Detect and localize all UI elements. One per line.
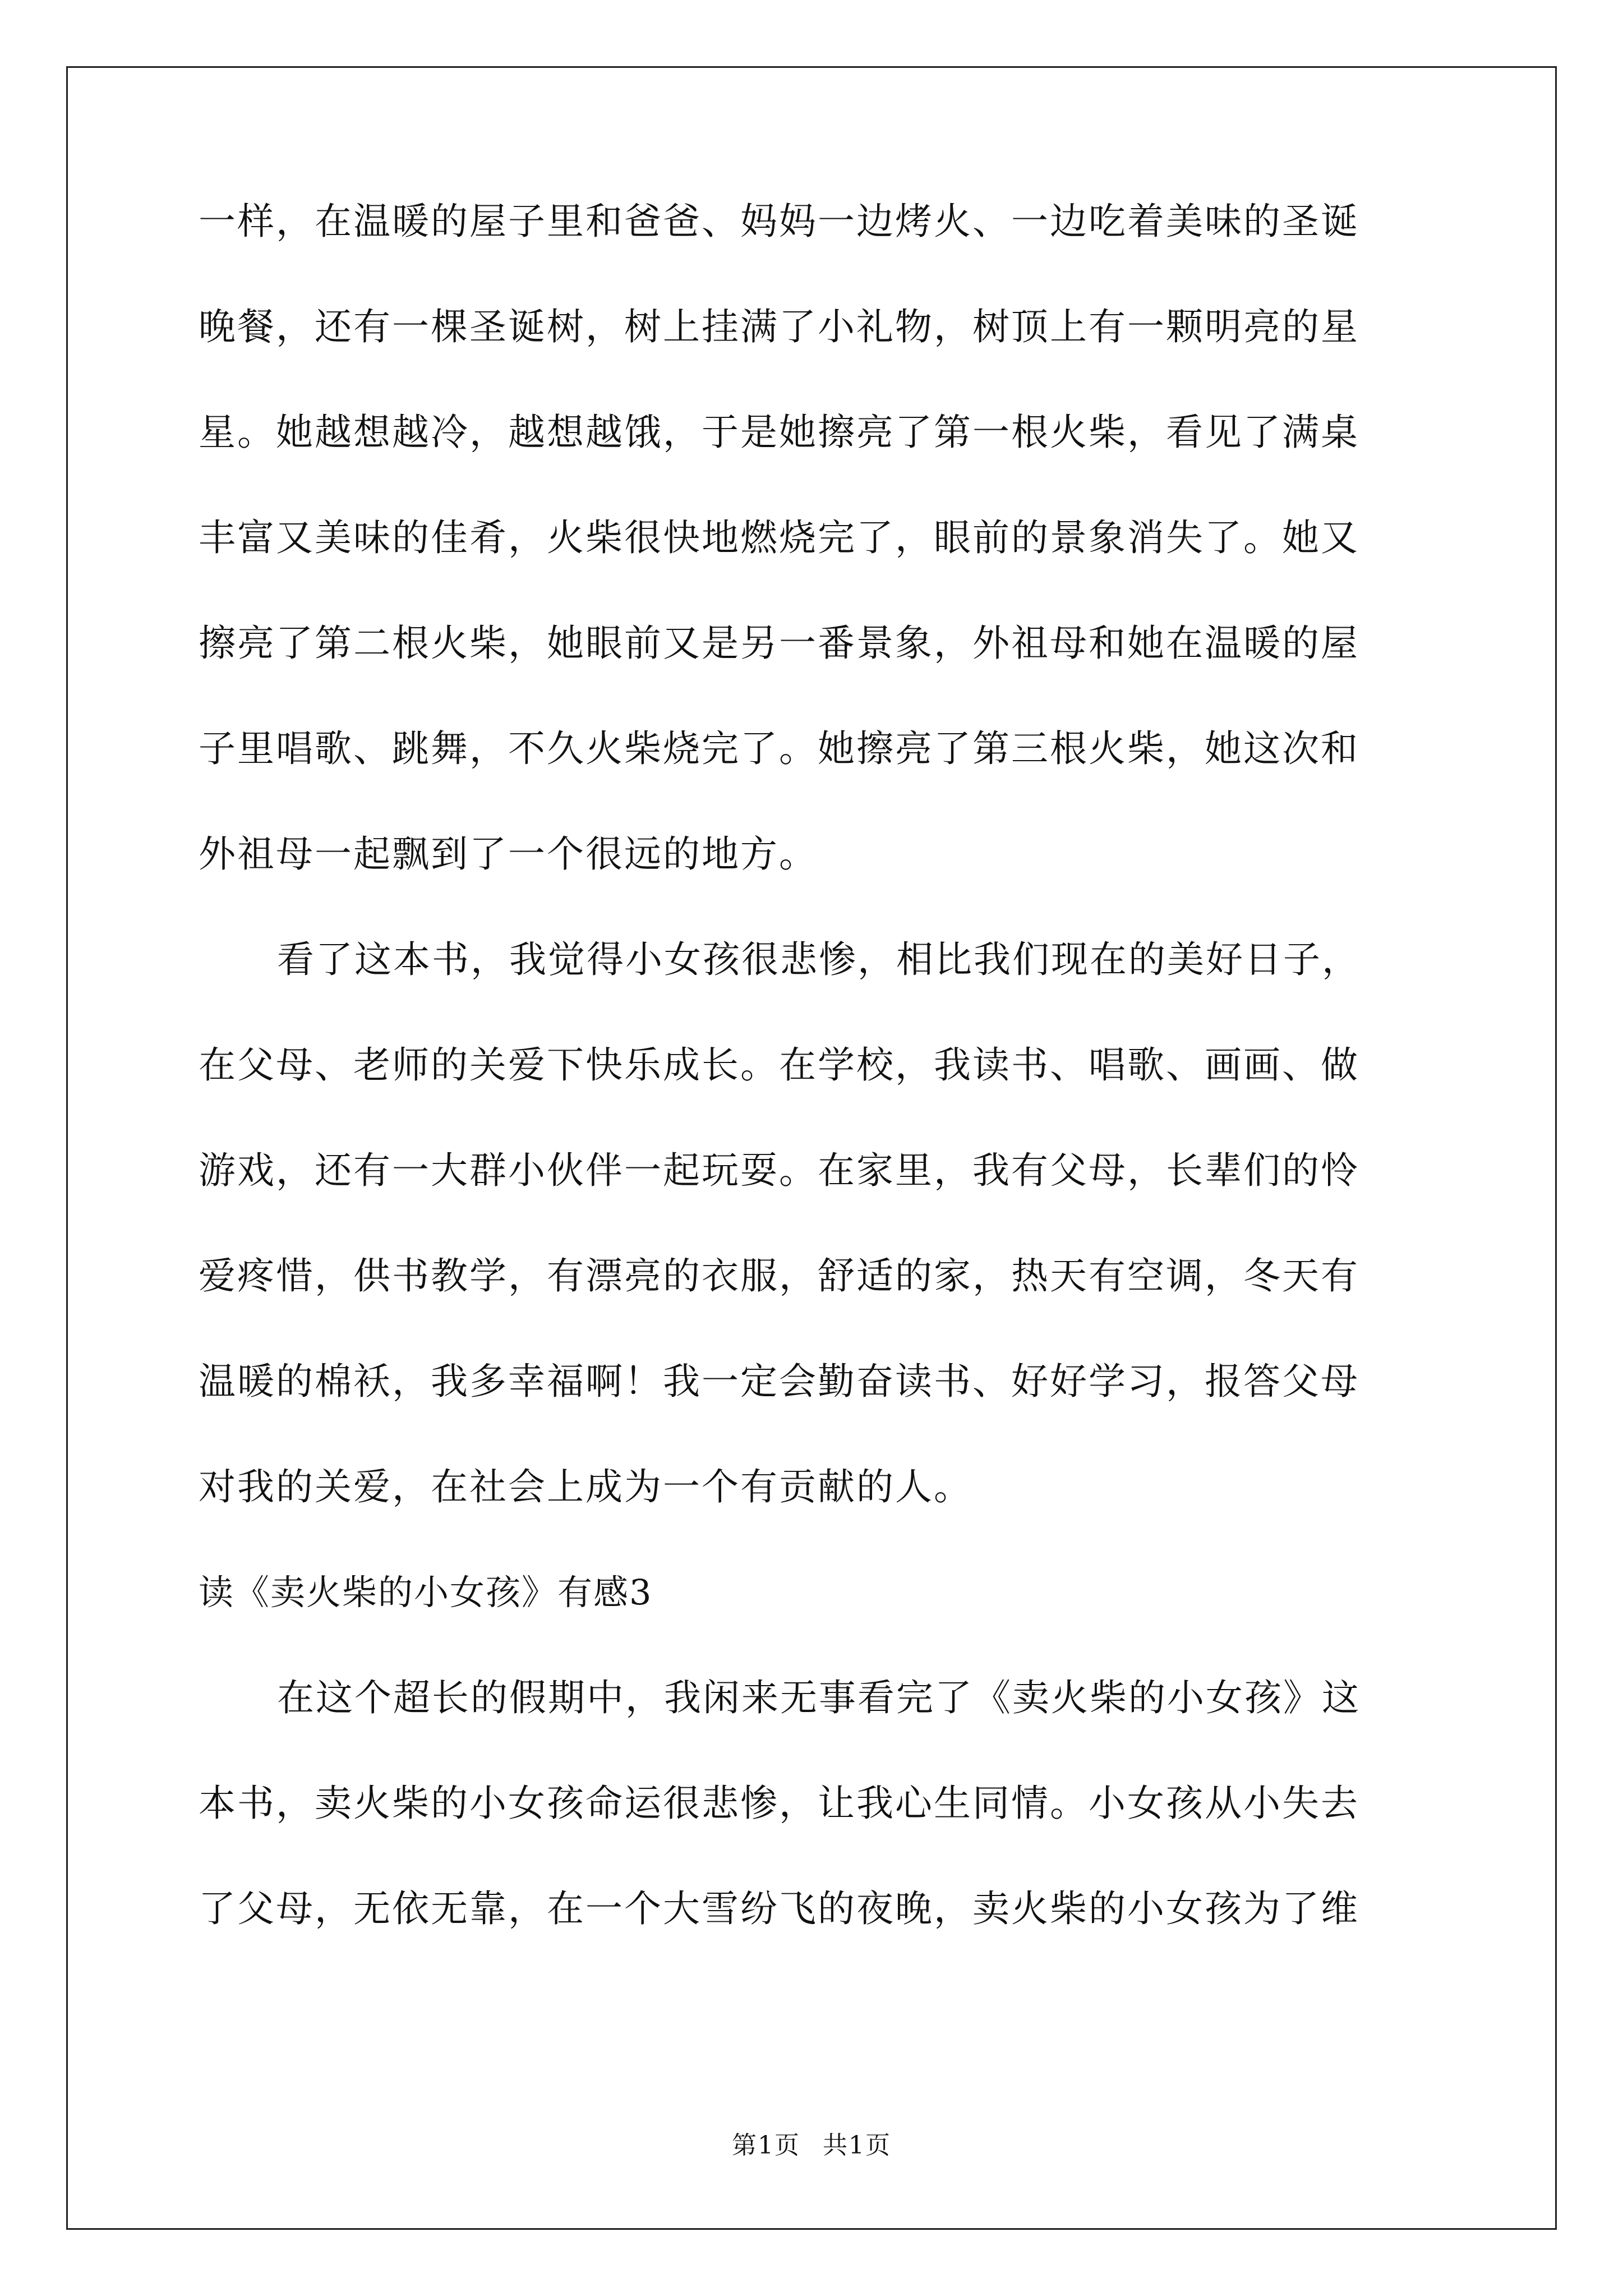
text-line: 游戏，还有一大群小伙伴一起玩耍。在家里，我有父母，长辈们的怜 bbox=[199, 1149, 1359, 1192]
document-body bbox=[199, 202, 1427, 1995]
page-total: 共1页 bbox=[823, 2131, 891, 2160]
text-line: 爱疼惜，供书教学，有漂亮的衣服，舒适的家，热天有空调，冬天有 bbox=[199, 1254, 1359, 1297]
text-line: 温暖的棉袄，我多幸福啊！我一定会勤奋读书、好好学习，报答父母 bbox=[199, 1360, 1359, 1403]
text-line: 在这个超长的假期中，我闲来无事看完了《卖火柴的小女孩》这 bbox=[277, 1676, 1361, 1719]
page-footer bbox=[0, 2132, 1623, 2160]
text-line: 看了这本书，我觉得小女孩很悲惨，相比我们现在的美好日子， bbox=[277, 938, 1361, 981]
text-line: 晚餐，还有一棵圣诞树，树上挂满了小礼物，树顶上有一颗明亮的星 bbox=[199, 305, 1359, 348]
text-line: 本书，卖火柴的小女孩命运很悲惨，让我心生同情。小女孩从小失去 bbox=[199, 1782, 1359, 1825]
text-line: 星。她越想越冷，越想越饿，于是她擦亮了第一根火柴，看见了满桌 bbox=[199, 411, 1359, 454]
section-heading: 读《卖火柴的小女孩》有感3 bbox=[199, 1572, 653, 1613]
text-line: 丰富又美味的佳肴，火柴很快地燃烧完了，眼前的景象消失了。她又 bbox=[199, 516, 1359, 559]
text-line: 擦亮了第二根火柴，她眼前又是另一番景象，外祖母和她在温暖的屋 bbox=[199, 622, 1359, 665]
text-line: 了父母，无依无靠，在一个大雪纷飞的夜晚，卖火柴的小女孩为了维 bbox=[199, 1887, 1359, 1930]
text-line: 在父母、老师的关爱下快乐成长。在学校，我读书、唱歌、画画、做 bbox=[199, 1043, 1359, 1087]
text-line: 一样，在温暖的屋子里和爸爸、妈妈一边烤火、一边吃着美味的圣诞 bbox=[199, 200, 1359, 243]
text-line: 外祖母一起飘到了一个很远的地方。 bbox=[199, 832, 818, 876]
page-number: 第1页 bbox=[732, 2131, 800, 2160]
text-line: 子里唱歌、跳舞，不久火柴烧完了。她擦亮了第三根火柴，她这次和 bbox=[199, 727, 1359, 770]
text-line: 对我的关爱，在社会上成为一个有贡献的人。 bbox=[199, 1465, 972, 1508]
